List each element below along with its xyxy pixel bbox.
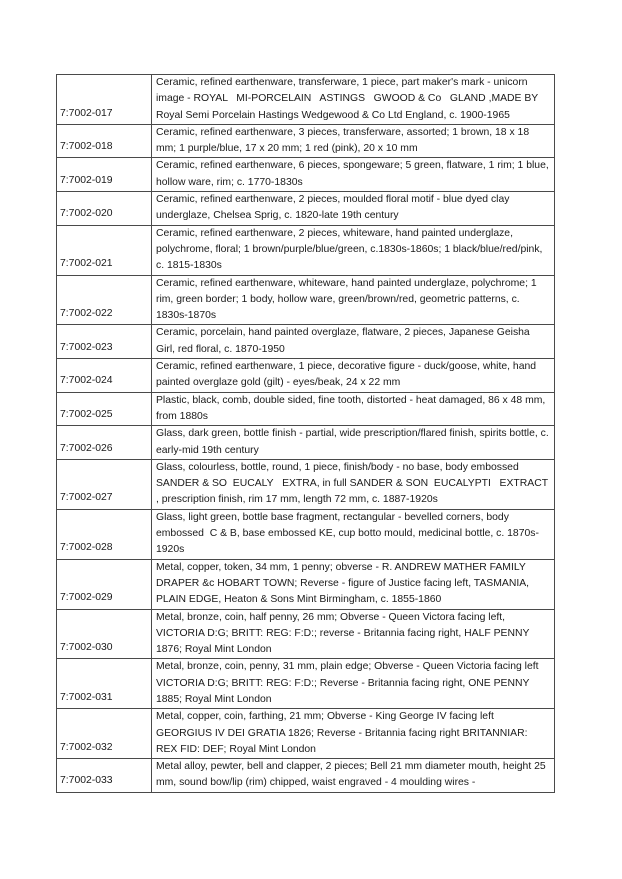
artefact-description: Metal, bronze, coin, penny, 31 mm, plain edge; Obverse - Queen Victoria facing left VICTORIA D:G; BRITT: REG: F:D:; Reverse - Britannia facing right, ONE PENNY 1885; Royal Mint London (152, 659, 555, 709)
table-row (57, 225, 555, 275)
table-row (57, 158, 555, 192)
table-row (57, 359, 555, 393)
catalog-number: 7:7002-019 (57, 158, 152, 192)
artefact-description: Metal, copper, token, 34 mm, 1 penny; obverse - R. ANDREW MATHER FAMILY DRAPER &c HOBART TOWN; Reverse - figure of Justice facing left, TASMANIA, PLAIN EDGE, Heaton & Sons Mint Birmingham, c. 1855-1860 (152, 559, 555, 609)
catalog-number: 7:7002-021 (57, 225, 152, 275)
catalog-number: 7:7002-025 (57, 392, 152, 426)
table-row (57, 392, 555, 426)
catalog-number: 7:7002-017 (57, 75, 152, 125)
catalog-number: 7:7002-027 (57, 459, 152, 509)
table-row (57, 509, 555, 559)
artefact-description: Glass, dark green, bottle finish - partial, wide prescription/flared finish, spirits bottle, c. early-mid 19th century (152, 426, 555, 460)
artefact-catalog-table (56, 74, 555, 793)
artefact-description: Glass, colourless, bottle, round, 1 piece, finish/body - no base, body embossed SANDER & SO EUCALY EXTRA, in full SANDER & SON EUCALYPTI EXTRACT , prescription finish, rim 17 mm, length 72 mm, c. 1887-1920s (152, 459, 555, 509)
catalog-number: 7:7002-023 (57, 325, 152, 359)
artefact-description: Metal alloy, pewter, bell and clapper, 2 pieces; Bell 21 mm diameter mouth, height 25 mm, sound bow/lip (rim) chipped, waist engraved - 4 moulding wires - (152, 759, 555, 793)
catalog-number: 7:7002-026 (57, 426, 152, 460)
table-row (57, 609, 555, 659)
table-row (57, 124, 555, 158)
table-row (57, 426, 555, 460)
artefact-description: Ceramic, refined earthenware, transferware, 1 piece, part maker's mark - unicorn image - ROYAL MI-PORCELAIN ASTINGS GWOOD & Co GLAND ,MADE BY Royal Semi Porcelain Hastings Wedgewood & Co Ltd England, c. 1900-1965 (152, 75, 555, 125)
artefact-description: Ceramic, refined earthenware, 1 piece, decorative figure - duck/goose, white, hand painted overglaze gold (gilt) - eyes/beak, 24 x 22 mm (152, 359, 555, 393)
catalog-number: 7:7002-022 (57, 275, 152, 325)
artefact-description: Plastic, black, comb, double sided, fine tooth, distorted - heat damaged, 86 x 48 mm, from 1880s (152, 392, 555, 426)
catalog-number: 7:7002-029 (57, 559, 152, 609)
table-row (57, 275, 555, 325)
catalog-number: 7:7002-030 (57, 609, 152, 659)
catalog-number: 7:7002-018 (57, 124, 152, 158)
catalog-number: 7:7002-031 (57, 659, 152, 709)
catalog-number: 7:7002-024 (57, 359, 152, 393)
catalog-number: 7:7002-020 (57, 192, 152, 226)
catalog-number: 7:7002-032 (57, 709, 152, 759)
artefact-description: Ceramic, porcelain, hand painted overglaze, flatware, 2 pieces, Japanese Geisha Girl, red floral, c. 1870-1950 (152, 325, 555, 359)
artefact-description: Ceramic, refined earthenware, 3 pieces, transferware, assorted; 1 brown, 18 x 18 mm; 1 purple/blue, 17 x 20 mm; 1 red (pink), 20 x 10 mm (152, 124, 555, 158)
table-row (57, 459, 555, 509)
artefact-description: Metal, copper, coin, farthing, 21 mm; Obverse - King George IV facing left GEORGIUS IV DEI GRATIA 1826; Reverse - Britannia facing right BRITANNIAR: REX FID: DEF; Royal Mint London (152, 709, 555, 759)
table-row (57, 709, 555, 759)
table-row (57, 75, 555, 125)
artefact-description: Ceramic, refined earthenware, 2 pieces, moulded floral motif - blue dyed clay underglaze, Chelsea Sprig, c. 1820-late 19th century (152, 192, 555, 226)
catalog-number: 7:7002-028 (57, 509, 152, 559)
artefact-description: Ceramic, refined earthenware, 6 pieces, spongeware; 5 green, flatware, 1 rim; 1 blue, hollow ware, rim; c. 1770-1830s (152, 158, 555, 192)
table-row (57, 659, 555, 709)
catalog-table-body (57, 75, 555, 793)
table-row (57, 759, 555, 793)
catalog-number: 7:7002-033 (57, 759, 152, 793)
artefact-description: Glass, light green, bottle base fragment, rectangular - bevelled corners, body embossed C & B, base embossed KE, cup botto mould, medicinal bottle, c. 1870s-1920s (152, 509, 555, 559)
table-row (57, 325, 555, 359)
table-row (57, 559, 555, 609)
artefact-description: Ceramic, refined earthenware, whiteware, hand painted underglaze, polychrome; 1 rim, green border; 1 body, hollow ware, green/brown/red, geometric patterns, c. 1830s-1870s (152, 275, 555, 325)
table-row (57, 192, 555, 226)
artefact-description: Metal, bronze, coin, half penny, 26 mm; Obverse - Queen Victora facing left, VICTORIA D:G; BRITT: REG: F:D:; reverse - Britannia facing right, HALF PENNY 1876; Royal Mint London (152, 609, 555, 659)
artefact-description: Ceramic, refined earthenware, 2 pieces, whiteware, hand painted underglaze, polychrome, floral; 1 brown/purple/blue/green, c.1830s-1860s; 1 black/blue/red/pink, c. 1815-1830s (152, 225, 555, 275)
